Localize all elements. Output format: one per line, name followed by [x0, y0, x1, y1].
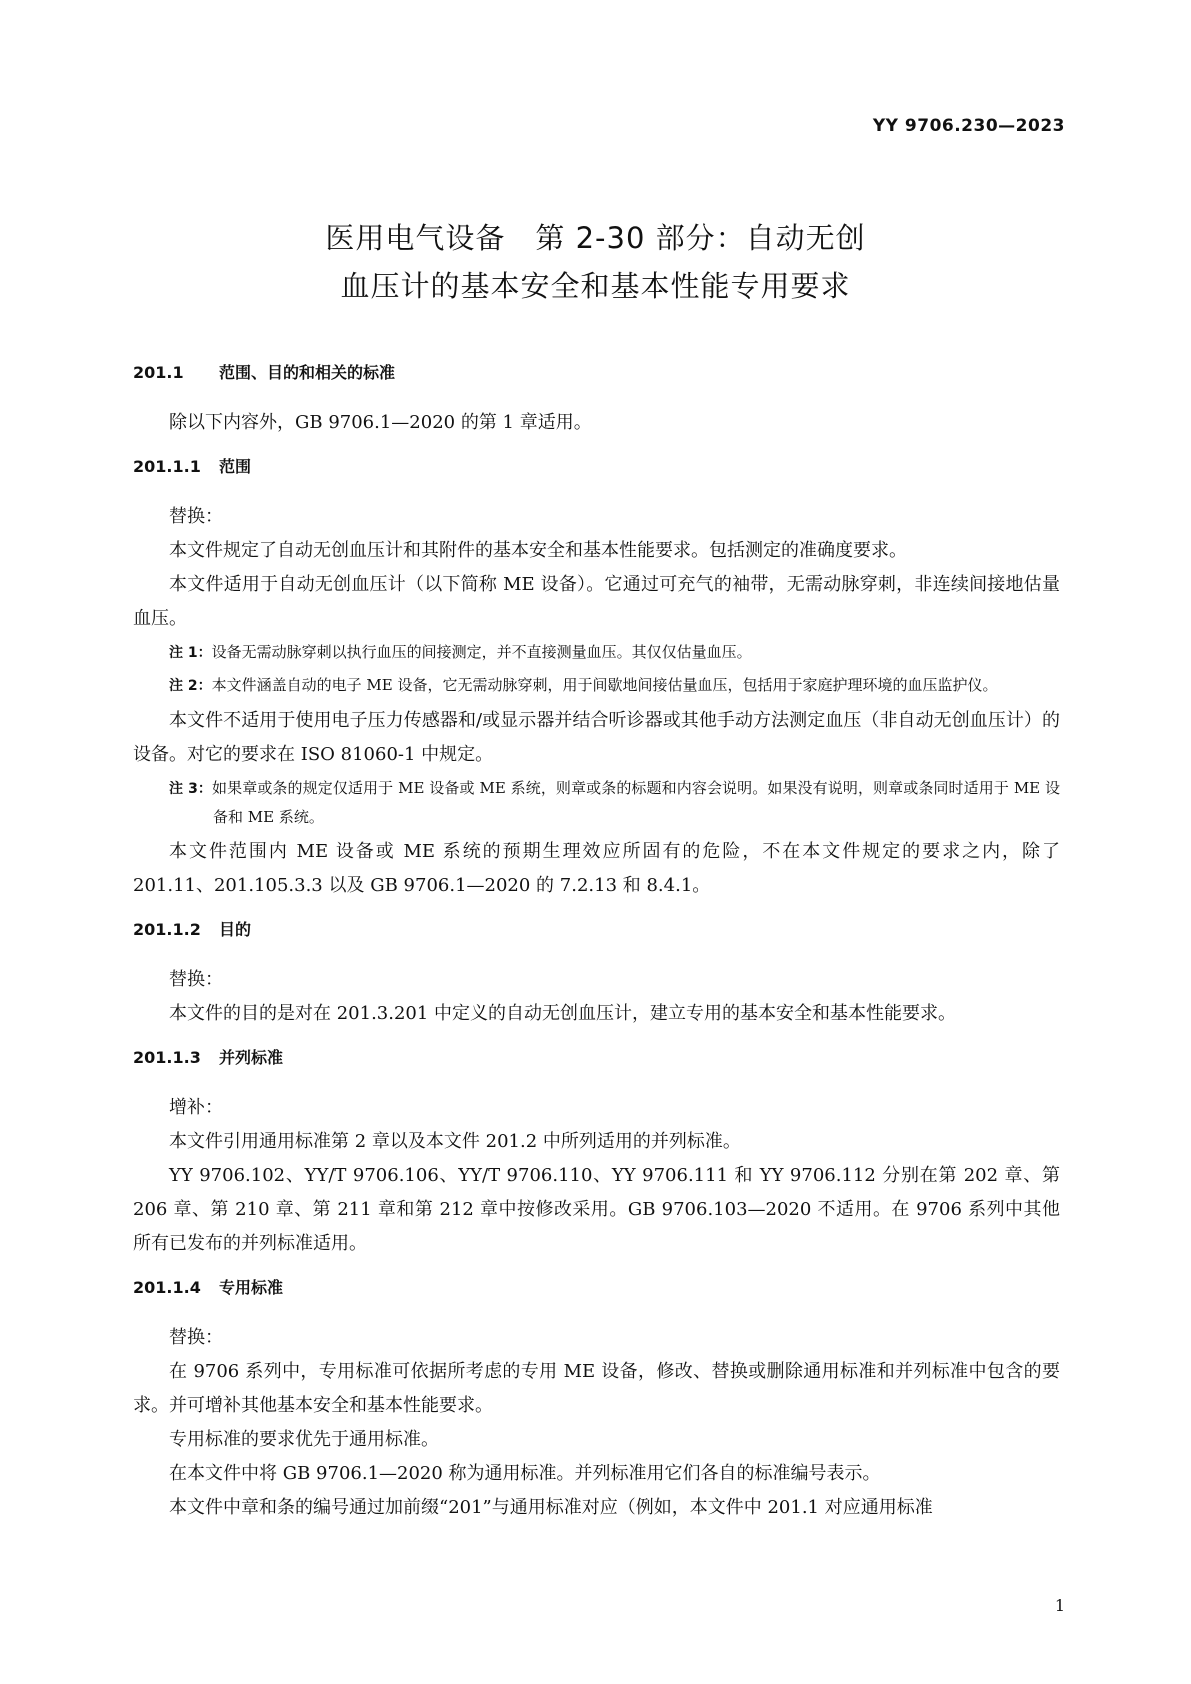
document-code: YY 9706.230—2023 [872, 116, 1065, 136]
section-number: 201.1.2 [133, 920, 201, 939]
paragraph: 本文件的目的是对在 201.3.201 中定义的自动无创血压计，建立专用的基本安全和基本性能要求。 [169, 1003, 957, 1024]
paragraph: 本文件引用通用标准第 2 章以及本文件 201.2 中所列适用的并列标准。 [169, 1131, 741, 1152]
note-label: 注 3： [169, 781, 213, 797]
paragraph: 替换： [169, 969, 223, 990]
title-line-2: 血压计的基本安全和基本性能专用要求 [340, 269, 851, 303]
paragraph: 本文件中章和条的编号通过加前缀“201”与通用标准对应（例如，本文件中 201.1 对应通用标准 [169, 1497, 933, 1518]
section-heading-201-1-3 [133, 1041, 1060, 1075]
paragraph: 本文件规定了自动无创血压计和其附件的基本安全和基本性能要求。包括测定的准确度要求。 [169, 540, 907, 561]
paragraph: 本文件不适用于使用电子压力传感器和/或显示器并结合听诊器或其他手动方法测定血压（非自动无创血压计）的设备。对它的要求在 ISO 81060-1 中规定。 [133, 710, 1060, 765]
section-heading-201-1-1 [133, 450, 1060, 484]
document-title [0, 214, 1191, 310]
section-title: 并列标准 [219, 1048, 284, 1067]
section-number: 201.1 [133, 363, 184, 382]
paragraph: YY 9706.102、YY/T 9706.106、YY/T 9706.110、YY 9706.111 和 YY 9706.112 分别在第 202 章、第 206 章、第 210 章、第 211 章和第 212 章中按修改采用。GB 9706.103—2020 不适用。在 9706 系列中其他所有已发布的并列标准适用。 [133, 1165, 1060, 1254]
note-text: 设备无需动脉穿刺以执行血压的间接测定，并不直接测量血压。其仅仅估量血压。 [211, 643, 752, 661]
paragraph: 在本文件中将 GB 9706.1—2020 称为通用标准。并列标准用它们各自的标准编号表示。 [169, 1463, 881, 1484]
note-3 [133, 774, 1060, 831]
note-2 [133, 671, 1060, 700]
note-text: 如果章或条的规定仅适用于 ME 设备或 ME 系统，则章或条的标题和内容会说明。如果没有说明，则章或条同时适用于 ME 设备和 ME 系统。 [212, 779, 1060, 826]
paragraph: 替换： [169, 1327, 223, 1348]
section-number: 201.1.3 [133, 1048, 201, 1067]
note-text: 本文件涵盖自动的电子 ME 设备，它无需动脉穿刺，用于间歇地间接估量血压，包括用于家庭护理环境的血压监护仪。 [211, 676, 998, 694]
section-heading-201-1-2 [133, 913, 1060, 947]
note-label: 注 1： [169, 645, 212, 661]
note-label: 注 2： [169, 678, 212, 694]
section-title: 专用标准 [219, 1278, 284, 1297]
title-line-1: 医用电气设备 第 2-30 部分：自动无创 [325, 221, 866, 255]
paragraph: 专用标准的要求优先于通用标准。 [169, 1429, 439, 1450]
paragraph: 在 9706 系列中，专用标准可依据所考虑的专用 ME 设备，修改、替换或删除通用标准和并列标准中包含的要求。并可增补其他基本安全和基本性能要求。 [133, 1361, 1060, 1416]
section-number: 201.1.1 [133, 457, 201, 476]
section-number: 201.1.4 [133, 1278, 201, 1297]
paragraph: 替换： [169, 506, 223, 527]
paragraph: 本文件范围内 ME 设备或 ME 系统的预期生理效应所固有的危险，不在本文件规定的要求之内，除了 201.11、201.105.3.3 以及 GB 9706.1—2020 的 7.2.13 和 8.4.1。 [133, 841, 1060, 896]
note-1 [133, 638, 1060, 667]
section-heading-201-1 [133, 356, 1060, 390]
section-title: 目的 [219, 920, 252, 939]
section-heading-201-1-4 [133, 1271, 1060, 1305]
section-title: 范围、目的和相关的标准 [219, 363, 396, 382]
paragraph: 增补： [169, 1097, 223, 1118]
paragraph: 除以下内容外，GB 9706.1—2020 的第 1 章适用。 [169, 412, 592, 433]
paragraph: 本文件适用于自动无创血压计（以下简称 ME 设备）。它通过可充气的袖带，无需动脉穿刺，非连续间接地估量血压。 [133, 574, 1060, 629]
page-number: 1 [1054, 1596, 1065, 1615]
section-title: 范围 [219, 457, 252, 476]
document-body [133, 356, 1060, 1525]
